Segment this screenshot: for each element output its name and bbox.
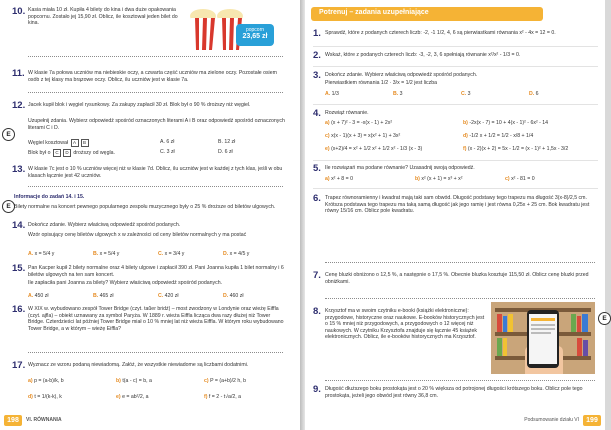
task-15-text2: Ile zapłaciła pani Joanna za bilety? Wybierz właściwą odpowiedź spośród podanych. [28,280,223,286]
footer-left: VI. RÓWNANIA [26,417,62,423]
task-17-c: P = (a+b)/2 h, b [210,378,247,384]
task-12-text: Jacek kupił blok i węgiel rysunkowy. Za zakupy zapłacił 30 zł. Blok był o 90 % droższy niż węgiel. [28,102,251,108]
answer-line [28,92,283,93]
phone-ebook-icon [491,302,595,374]
task-5-b: x² (x + 1) = x³ + x² [421,176,463,182]
task-10-text: Kasia miała 10 zł. Kupiła 4 bilety do kina i dwa duże opakowania popcornu. Zostało jej 15,90 zł. Oblicz, ile kosztował jeden bilet do kina. [28,7,178,27]
task-12-line2-text: Blok był o [28,150,51,156]
task-3-option-b[interactable]: 3 [399,91,403,97]
task-4-e: (x+2)/4 = x² + 1/2 x² + 1/2 x² - 1/3 (x - 3) [331,146,423,152]
task-7-text: Cenę bluzki obniżono o 12,5 %, a następnie o 17,5 %. Obecnie bluzka kosztuje 115,50 zł. Oblicz cenę bluzki przed obniżkami. [325,272,589,285]
price-tag-label: popcorn [245,27,265,33]
task-15-number: 15. [12,263,26,274]
task-4-options: a) (x + 7)² - 3 = -x(x - 1) + 2x² b) -2x(x - 7) = 10 + 4(x - 1)² - 6x² - 14 c) x(x - 1)(x + 3) = x(x² + 1) + 3x² d) -1/2 x + 1/2 = 1/2 - x/8 + 1/4 e) (x+2)/4 = x² + 1/2 x² + 1/2 x² - 1/3 (x - 3) f) (x - 2)(x + 2) = 5x - 1/2 = (x - 1)² + 1,5x - 3/2 [325,120,569,152]
task-11-text: W klasie 7a połowa uczniów ma niebieskie oczy, a czwarta część uczniów ma zielone oczy. Pozostałe osiem osób z tej klasy ma brązowe oczy. Oblicz, ilu uczniów jest w klasie 7a. [28,70,277,83]
section-header [311,7,543,21]
task-11-number: 11. [12,68,25,79]
task-3-option-a[interactable]: 1/3 [331,91,339,97]
task-14-option-a[interactable]: x = 5/4 y [34,251,55,257]
separator [313,104,598,105]
separator [313,160,598,161]
task-12-line1-text: Węgiel kosztował [28,140,69,146]
task-14-number: 14. [12,220,26,231]
left-page: 10. Kasia miała 10 zł. Kupiła 4 bilety do kina i dwa duże opakowania popcornu. Zostało jej 15,90 zł. Oblicz, ile kosztował jeden bilet do kina. popcorn 23,65 zł 11. W klasie 7a połowa uczniów ma niebieskie oczy, a czwarta część uczniów ma zielone oczy. Pozostałe osiem osób z tej klasy ma brązowe oczy. Oblicz, ilu uczniów jest w klasie 7a. E 12. Jacek kupił blok i węgiel rysunkowy. Za zakupy zapłacił 30 zł. Blok był o 90 % droższy niż węgiel. Uzupełnij zdania. Wybierz odpowiedź spośród oznaczonych literami A i B oraz odpowiedź spośród oznaczonych literami C i D. Węgiel kosztował A B A. 6 zł B. 12 zł Blok był o C D droższy od węgla. C. 3 zł D. 6 zł 13. W klasie 7c jest o 10 % uczniów więcej niż w klasie 7d. Oblicz, ilu uczniów jest w każdej z tych klas, jeśli w obu klasach łącznie jest 42 uczniów. E Informacje do zadań 14. i 15. Bilety normalne na koncert pewnego popularnego zespołu muzycznego były o 25 % droższe od biletów ulgowych. 14. Dokończ zdanie. Wybierz właściwą odpowiedź spośród podanych. Wzór opisujący cenę biletów ulgowych x w zależności od ceny biletów normalnych y ma postać A. x = 5/4 y B. x = 5/4 y C. x = 3/4 y D. x = 4/5 y 15. Pan Kacper kupił 2 bilety normalne oraz 4 bilety ulgowe i zapłacił 390 zł. Pani Joanna kupiła 1 bilet normalny i 6 biletów ulgowych na ten sam koncert. Ile zapłaciła pani Joanna za bilety? Wybierz właściwą odpowiedź spośród podanych. A. 450 zł B. 465 zł C. 420 zł D. 460 zł 16. W XIX w. wybudowano zespół Tower Bridge (czyt. taŭer bridż) – most zwodzony w Londynie oraz wieżę Eiffla (czyt. ajfla) – obiekt uznawany za symbol Paryża. W 1889 r. wieża Eiffla licząca dwa razy dłużej niż Tower Bridge. Czterdzieści lat później Tower Bridge miał o 10 % mniej lat niż wieża Eiffla. W którym roku wybudowano Tower Bridge, a w którym – wieżę Eiffla? 17. Wyznacz ze wzoru podaną niewiadomą. Załóż, że wszystkie niewiadome są liczbami dodatnimi. a) p = (a-b)/k, b b) t(a - c) = b, a c) P = (a+b)/2 h, b d) t = 1/(k-k), k e) e = ab²/2, a f) f = 2 - t√a/2, a 198 VI. RÓWNANIA [0,0,300,430]
task-15-text: Pan Kacper kupił 2 bilety normalne oraz 4 bilety ulgowe i zapłacił 390 zł. Pani Joanna kupiła 1 bilet normalny i 6 biletów ulgowych na ten sam koncert. [28,265,284,278]
separator [313,188,598,189]
task-15-option-b[interactable]: 465 zł [99,293,114,299]
task-2-text: Wskaż, które z podanych czterech liczb: -3, -2, 3, 6 spełniają równanie x²/x² - 1/3 = 0. [325,52,521,58]
footer-right: Podsumowanie działu VI [524,417,579,423]
task-12-number: 12. [12,100,26,111]
task-4-number: 4. [313,108,321,119]
price-tag-value: 23,65 zł [242,33,268,40]
task-14-option-c[interactable]: x = 3/4 y [164,251,185,257]
task-17-text: Wyznacz ze wzoru podaną niewiadomą. Załóż, że wszystkie niewiadome są liczbami dodatnimi. [28,362,249,368]
task-9-text: Długość dłuższego boku prostokąta jest o 20 % większa od potrojonej długości krótszego boku. Oblicz pole tego prostokąta, jeżeli jego obwód jest równy 36,8 cm. [325,386,583,399]
option-b-box[interactable]: B [81,139,89,147]
task-12-line2 [28,149,115,157]
task-4-c: x(x - 1)(x + 3) = x(x² + 1) + 3x² [331,133,401,139]
page-number-right: 199 [583,415,601,426]
task-6-text: Trapez równoramienny i kwadrat mają taki sam obwód. Długość podstawy tego trapezu ma długość 3(x-8)/2,5 cm. Krótsza podstawa tego trapezu ma taką samą długość jak jego ramię i jest równa 0,25x + 25 cm. Bok kwadratu jest równy 15/16 cm. Oblicz pole kwadratu. [325,195,590,215]
task-17-f: f = 2 - t√a/2, a [208,394,242,400]
separator [313,46,598,47]
task-17-number: 17. [12,360,26,371]
task-7-number: 7. [313,270,321,281]
task-4-a: (x + 7)² - 3 = -x(x - 1) + 2x² [331,120,393,126]
task-4-b: -2x(x - 7) = 10 + 4(x - 1)² - 6x² - 14 [469,120,549,126]
task-12-option-b[interactable]: B. 12 zł [218,139,236,145]
e-badge-icon: E [2,128,15,141]
answer-line [28,186,283,187]
task-14-option-d[interactable]: x = 4/5 y [229,251,250,257]
task-17-d: t = 1/(k-k), k [34,394,62,400]
task-5-a: x² + 8 = 0 [331,176,353,182]
task-14-option-b[interactable]: x = 5/4 y [99,251,120,257]
task-9-number: 9. [313,384,321,395]
task-10-number: 10. [12,6,26,17]
option-d-box[interactable]: D [63,149,71,157]
right-page: Potrenuj – zadania uzupełniające 1. Sprawdź, które z podanych czterech liczb: -2, -1 1/2, 4, 6 są pierwiastkami równania x² - 4x = 12 = 0. 2. Wskaż, które z podanych czterech liczb: -3, -2, 3, 6 spełniają równanie x²/x² - 1/3 = 0. 3. Dokończ zdanie. Wybierz właściwą odpowiedź spośród podanych. Pierwiastkiem równania 1/2 · 3/x = 1/2 jest liczba A. 1/3 B. 3 C. 3 D. 6 4. Rozwiąż równanie. a) (x + 7)² - 3 = -x(x - 1) + 2x² b) -2x(x - 7) = 10 + 4(x - 1)² - 6x² - 14 c) x(x - 1)(x + 3) = x(x² + 1) + 3x² d) -1/2 x + 1/2 = 1/2 - x/8 + 1/4 e) (x+2)/4 = x² + 1/2 x² + 1/2 x² - 1/3 (x - 3) f) (x - 2)(x + 2) = 5x - 1/2 = (x - 1)² + 1,5x - 3/2 5. Ile rozwiązań ma podane równanie? Uzasadnij swoją odpowiedź. a) x² + 8 = 0 b) x² (x + 1) = x³ + x² c) x² - 81 = 0 6. Trapez równoramienny i kwadrat mają taki sam obwód. Długość podstawy tego trapezu ma długość 3(x-8)/2,5 cm. Krótsza podstawa tego trapezu ma taką samą długość jak jego ramię i jest równa 0,25x + 25 cm. Bok kwadratu jest równy 15/16 cm. Oblicz pole kwadratu. 7. Cenę bluzki obniżono o 12,5 %, a następnie o 17,5 %. Obecnie bluzka kosztuje 115,50 zł. Oblicz cenę bluzki przed obniżkami. E 8. Krzysztof ma w swoim czytniku e-booki (książki elektroniczne): przygodowe, historyczne oraz naukowe. E-booków historycznych jest o 15 % mniej niż przygodowych, a przygodowych o 12 więcej niż naukowych. W czytniku Krzysztofa znajduje się łącznie 45 książek elektronicznych. Oblicz, ile e-booków historycznych ma Krzysztof. 9. Długość dłuższego boku prostokąta jest o 20 % większa od potrojonej długości krótszego boku. Oblicz pole tego prostokąta, jeżeli jego obwód jest równy 36,8 cm. Podsumowanie działu VI 199 [305,0,605,430]
task-16-number: 16. [12,304,26,315]
task-2-number: 2. [313,50,321,61]
task-1-text: Sprawdź, które z podanych czterech liczb: -2, -1 1/2, 4, 6 są pierwiastkami równania x² - 4x = 12 = 0. [325,30,556,36]
price-tag [236,24,274,46]
task-4-d: -1/2 x + 1/2 = 1/2 - x/8 + 1/4 [469,133,534,139]
info-text: Bilety normalne na koncert pewnego popularnego zespołu muzycznego były o 25 % droższe od biletów ulgowych. [14,204,276,210]
e-badge-icon: E [2,200,15,213]
task-5-number: 5. [313,163,321,174]
answer-line [325,262,595,263]
task-12-option-d[interactable]: D. 6 zł [218,149,233,155]
task-3-text: Dokończ zdanie. Wybierz właściwą odpowiedź spośród podanych. [325,72,478,78]
task-12-option-c[interactable]: C. 3 zł [160,149,175,155]
answer-line [28,56,283,57]
task-4-f: (x - 2)(x + 2) = 5x - 1/2 = (x - 1)² + 1,5x - 3/2 [467,146,569,152]
task-15-option-a[interactable]: 450 zł [34,293,49,299]
task-13-text: W klasie 7c jest o 10 % uczniów więcej niż w klasie 7d. Oblicz, ilu uczniów jest w każdej z tych klas, jeśli w obu klasach łącznie jest 42 uczniów. [28,166,283,179]
info-title: Informacje do zadań 14. i 15. [14,194,85,200]
answer-line [325,380,595,381]
e-badge-icon: E [598,312,611,325]
task-17-b: t(a - c) = b, a [122,378,152,384]
option-a-box[interactable]: A [71,139,79,147]
task-13-number: 13. [12,164,26,175]
task-15-option-c[interactable]: 420 zł [164,293,179,299]
page-number-left: 198 [4,415,22,426]
task-8-number: 8. [313,306,321,317]
task-16-text: W XIX w. wybudowano zespół Tower Bridge (czyt. taŭer bridż) – most zwodzony w Londynie oraz wieżę Eiffla (czyt. ajfla) – obiekt uznawany za symbol Paryża. W 1889 r. wieża Eiffla licząca dwa razy dłużej niż Tower Bridge. Czterdzieści lat później Tower Bridge miał o 10 % mniej lat niż wieża Eiffla. W którym roku wybudowano Tower Bridge, a w którym – wieżę Eiffla? [28,306,284,332]
task-12-line1 [28,139,90,147]
task-8-text: Krzysztof ma w swoim czytniku e-booki (książki elektroniczne): przygodowe, historyczne oraz naukowe. E-booków historycznych jest o 15 % mniej niż przygodowych, a przygodowych o 12 więcej niż naukowych. W czytniku Krzysztofa znajduje się łącznie 45 książek elektronicznych. Oblicz, ile e-booków historycznych ma Krzysztof. [325,308,485,341]
task-3-text2: Pierwiastkiem równania 1/2 · 3/x = 1/2 jest liczba [325,80,438,86]
task-14-text2: Wzór opisujący cenę biletów ulgowych x w zależności od ceny biletów normalnych y ma postać [28,232,247,238]
task-5-c: x² - 81 = 0 [511,176,535,182]
task-1-number: 1. [313,28,321,39]
task-17-e: e = ab²/2, a [122,394,149,400]
task-12-line2-end: droższy od węgla. [73,150,115,156]
section-header-title: Potrenuj – zadania uzupełniające [319,9,429,16]
task-12-instruction: Uzupełnij zdania. Wybierz odpowiedź spośród oznaczonych literami A i B oraz odpowiedź spośród oznaczonych literami C i D. [28,118,285,131]
answer-line [325,298,595,299]
task-3-option-c[interactable]: 3 [467,91,471,97]
task-5-text: Ile rozwiązań ma podane równanie? Uzasadnij swoją odpowiedź. [325,165,475,171]
task-12-option-a[interactable]: A. 6 zł [160,139,175,145]
task-4-text: Rozwiąż równanie. [325,110,369,116]
task-14-text: Dokończ zdanie. Wybierz właściwą odpowiedź spośród podanych. [28,222,181,228]
task-3-option-d[interactable]: 6 [535,91,539,97]
task-3-number: 3. [313,70,321,81]
separator [313,66,598,67]
task-17-a: p = (a-b)/k, b [34,378,64,384]
task-15-option-d[interactable]: 460 zł [229,293,244,299]
answer-line [28,352,283,353]
task-6-number: 6. [313,193,321,204]
option-c-box[interactable]: C [53,149,61,157]
